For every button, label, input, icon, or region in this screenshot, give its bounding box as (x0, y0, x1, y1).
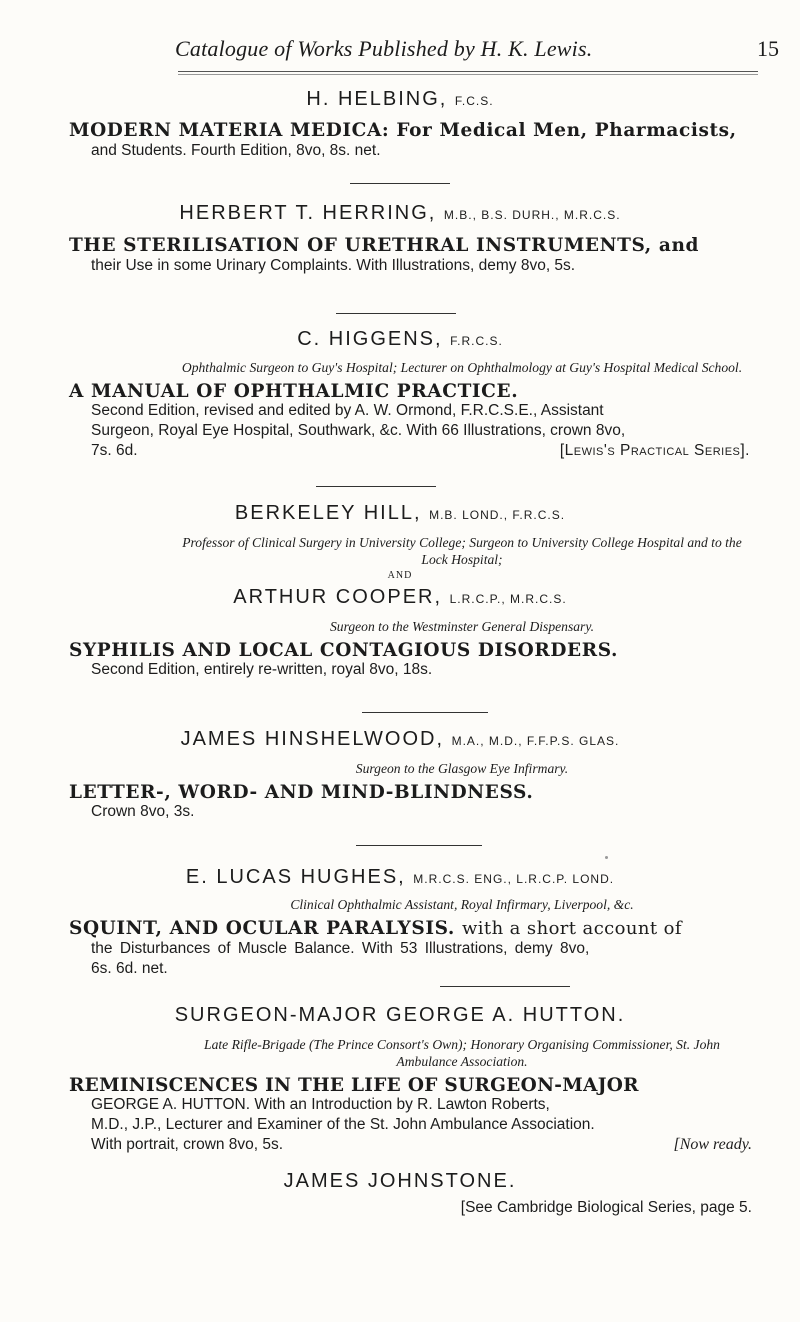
book-description: their Use in some Urinary Complaints. With Illustrations, demy 8vo, 5s. (91, 257, 576, 274)
book-description: Crown 8vo, 3s. (91, 803, 195, 820)
series-note: [Lewis's Practical Series]. (559, 442, 750, 459)
status-note-row (0, 1135, 800, 1155)
book-title: SYPHILIS AND LOCAL CONTAGIOUS DISORDERS. (69, 640, 619, 661)
book-description-line: M.D., J.P., Lecturer and Examiner of the St. John Ambulance Association. (91, 1116, 595, 1133)
cross-reference: [See Cambridge Biological Series, page 5. (460, 1199, 752, 1216)
book-title: A MANUAL OF OPHTHALMIC PRACTICE. (69, 381, 519, 402)
separator-rule (316, 486, 436, 487)
book-description-line: GEORGE A. HUTTON. With an Introduction by R. Lawton Roberts, (91, 1096, 550, 1113)
book-description: Second Edition, entirely re-written, royal 8vo, 18s. (91, 661, 433, 678)
book-description-line: the Disturbances of Muscle Balance. With 53 Illustrations, demy 8vo, (91, 940, 590, 957)
author-name: JAMES HINSHELWOOD, M.A., M.D., F.F.P.S. GLAS. (180, 728, 620, 750)
book-description-line: 7s. 6d. (91, 442, 138, 459)
book-title: THE STERILISATION OF URETHRAL INSTRUMENTS, and (69, 235, 700, 256)
author-affiliation: Surgeon to the Glasgow Eye Infirmary. (355, 761, 569, 776)
book-description: and Students. Fourth Edition, 8vo, 8s. net. (91, 142, 381, 159)
author-name: HERBERT T. HERRING, M.B., B.S. DURH., M.R.C.S. (179, 202, 621, 224)
author-affiliation: Ophthalmic Surgeon to Guy's Hospital; Lecturer on Ophthalmology at Guy's Hospital Medical School. (181, 360, 743, 375)
and-separator: AND (387, 570, 413, 581)
author-name: JAMES JOHNSTONE. (283, 1170, 517, 1192)
header-rule-thin (178, 74, 758, 75)
running-title: Catalogue of Works Published by H. K. Lewis. (175, 36, 593, 61)
book-description-line: Surgeon, Royal Eye Hospital, Southwark, &c. With 66 Illustrations, crown 8vo, (91, 422, 626, 439)
page-header (0, 36, 800, 72)
co-author-affiliation: Surgeon to the Westminster General Dispensary. (329, 619, 595, 634)
separator-rule (362, 712, 488, 713)
page-number: 15 (757, 36, 779, 61)
co-author-name: ARTHUR COOPER, L.R.C.P., M.R.C.S. (233, 586, 567, 608)
separator-rule (356, 845, 482, 846)
separator-rule (440, 986, 570, 987)
series-note-row (0, 441, 800, 461)
author-affiliation: Clinical Ophthalmic Assistant, Royal Infirmary, Liverpool, &c. (290, 897, 634, 912)
author-name: SURGEON-MAJOR GEORGE A. HUTTON. (174, 1004, 626, 1026)
book-title: SQUINT, AND OCULAR PARALYSIS. with a short account of (69, 918, 682, 939)
book-title: MODERN MATERIA MEDICA: For Medical Men, Pharmacists, (69, 120, 737, 141)
author-name: C. HIGGENS, F.R.C.S. (297, 328, 503, 350)
status-note: [Now ready. (673, 1136, 752, 1153)
author-affiliation-line: Late Rifle-Brigade (The Prince Consort's Own); Honorary Organising Commissioner, St. John (204, 1037, 720, 1052)
author-name: E. LUCAS HUGHES, M.R.C.S. ENG., L.R.C.P. LOND. (185, 866, 615, 888)
author-name: BERKELEY HILL, M.B. LOND., F.R.C.S. (234, 502, 566, 524)
book-description-line: 6s. 6d. net. (91, 960, 168, 977)
book-description-line: Second Edition, revised and edited by A. W. Ormond, F.R.C.S.E., Assistant (91, 402, 604, 419)
book-title: LETTER-, WORD- AND MIND-BLINDNESS. (69, 782, 534, 803)
print-speck (605, 856, 608, 859)
book-title: REMINISCENCES IN THE LIFE OF SURGEON-MAJOR (69, 1075, 639, 1096)
separator-rule (350, 183, 450, 184)
book-description-line: With portrait, crown 8vo, 5s. (91, 1136, 284, 1153)
author-name: H. HELBING, F.C.S. (306, 88, 494, 110)
book-title-tail: with a short account of (461, 918, 682, 939)
author-affiliation-line: Lock Hospital; (421, 552, 503, 567)
separator-rule (336, 313, 456, 314)
header-rule (178, 71, 758, 72)
author-affiliation-line: Professor of Clinical Surgery in University College; Surgeon to University College Hospital and to the (182, 535, 742, 550)
author-affiliation-line: Ambulance Association. (396, 1054, 528, 1069)
cross-reference-row (0, 1198, 800, 1218)
